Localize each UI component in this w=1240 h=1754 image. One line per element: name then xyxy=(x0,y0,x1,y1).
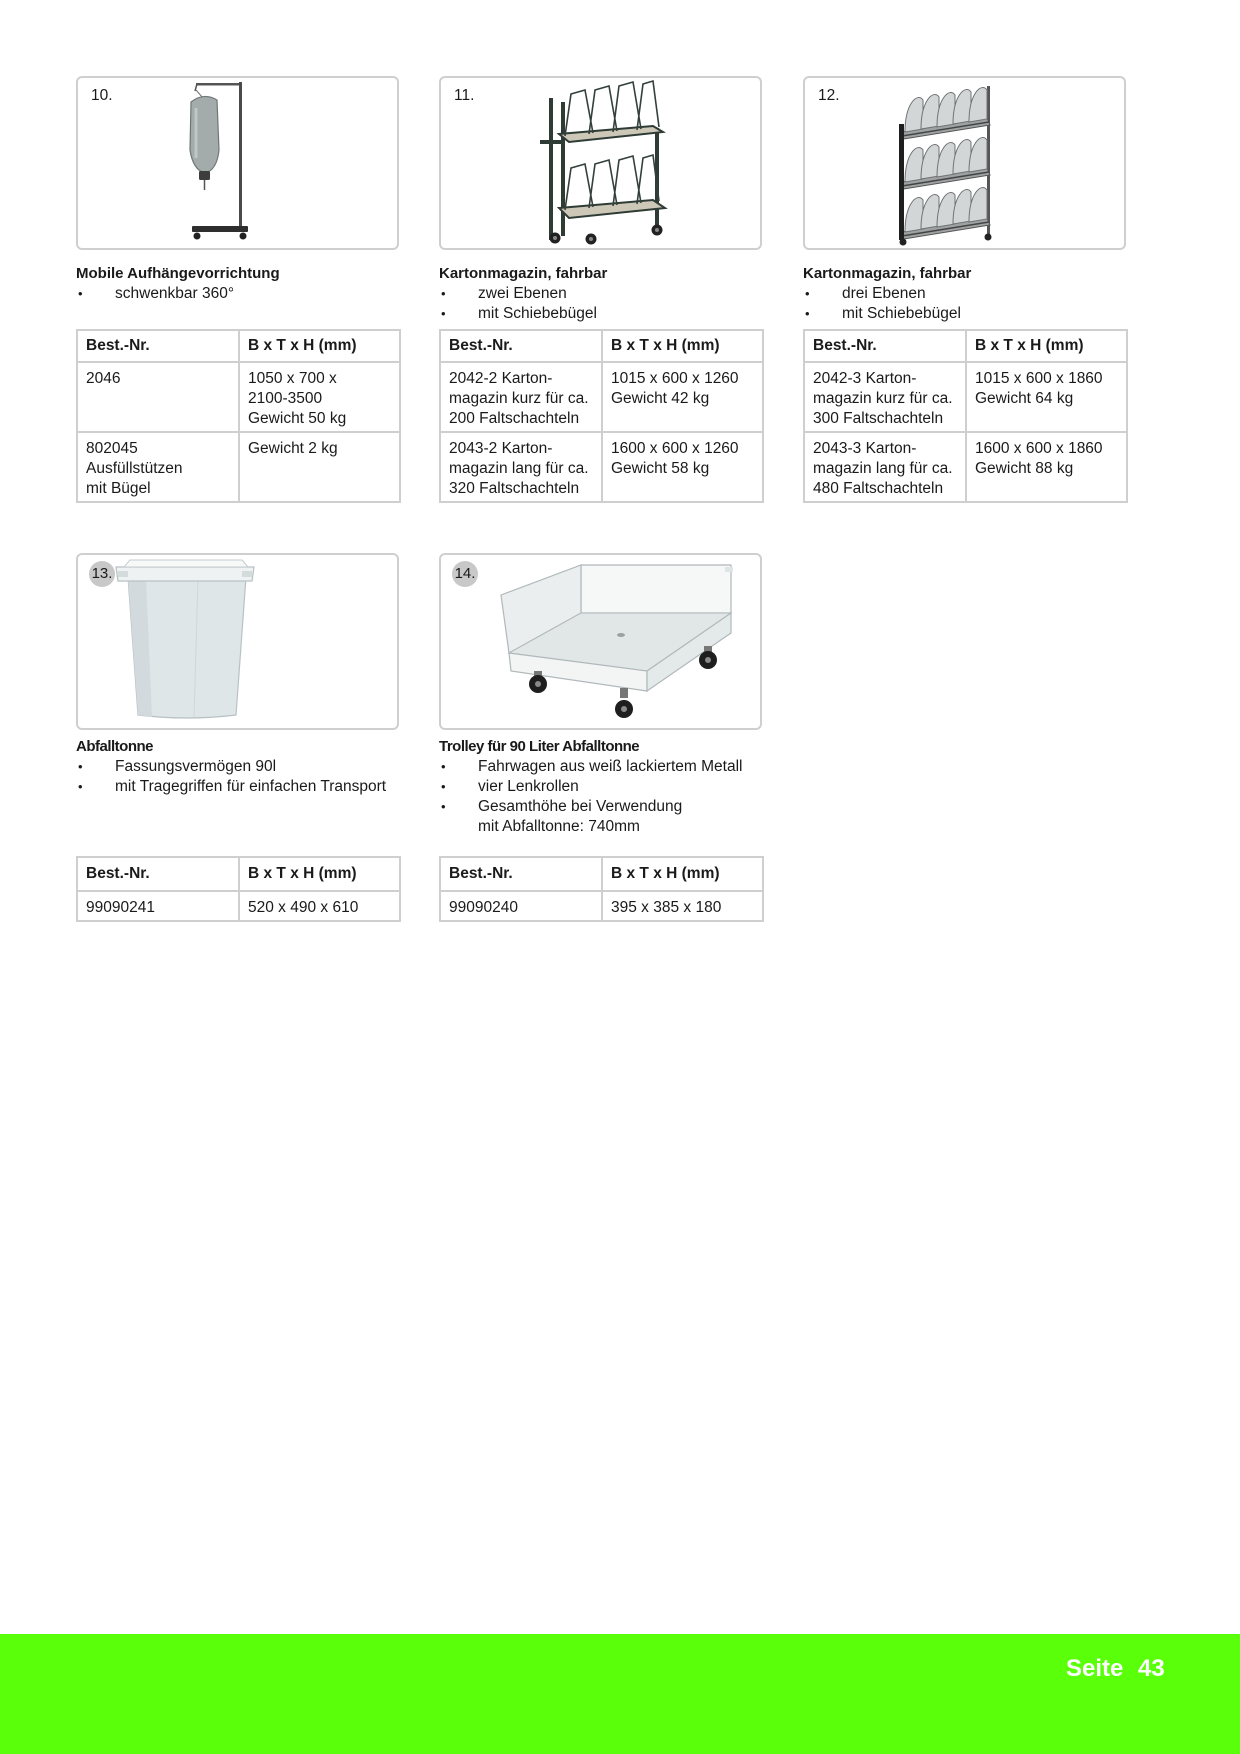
shelf-tier-middle xyxy=(901,138,990,189)
table-row xyxy=(440,891,763,921)
caster-wheel xyxy=(615,688,633,718)
feature-list xyxy=(439,757,742,837)
shelf-tier-top xyxy=(901,88,990,139)
page-footer xyxy=(0,1634,1240,1754)
list-item xyxy=(76,757,386,777)
feature-text: Fassungsvermögen 90l xyxy=(115,758,277,775)
col-header-dimensions: B x T x H (mm) xyxy=(239,857,400,891)
item-number: 10. xyxy=(91,87,113,104)
table-row xyxy=(77,362,400,432)
order-number-cell: 2043-3 Karton- magazin lang für ca. 480 Faltschachteln xyxy=(804,432,966,502)
spec-table xyxy=(803,329,1128,503)
spec-table xyxy=(439,329,764,503)
dimensions-cell: 1015 x 600 x 1860 Gewicht 64 kg xyxy=(966,362,1127,432)
product-title: Abfalltonne xyxy=(76,738,153,755)
table-row xyxy=(77,891,400,921)
feature-list xyxy=(439,284,597,324)
table-header-row xyxy=(77,330,400,362)
table-row xyxy=(440,362,763,432)
col-header-dimensions: B x T x H (mm) xyxy=(602,330,763,362)
product-title: Kartonmagazin, fahrbar xyxy=(439,265,608,282)
order-number-cell: 2042-2 Karton- magazin kurz für ca. 200 Faltschachteln xyxy=(440,362,602,432)
bin-trolley-image xyxy=(441,555,760,725)
feature-text: mit Tragegriffen für einfachen Transport xyxy=(115,778,387,795)
bullet-icon: • xyxy=(441,779,446,794)
dimensions-cell: Gewicht 2 kg xyxy=(239,432,400,502)
waste-bin-image xyxy=(78,555,397,725)
spec-table xyxy=(76,329,401,503)
list-item xyxy=(439,284,597,304)
product-image-card xyxy=(439,553,762,730)
item-number: 13. xyxy=(89,561,115,587)
col-header-order-number: Best.-Nr. xyxy=(804,330,966,362)
table-header-row xyxy=(77,857,400,891)
dimensions-cell: 1600 x 600 x 1260 Gewicht 58 kg xyxy=(602,432,763,502)
product-title: Trolley für 90 Liter Abfalltonne xyxy=(439,738,640,755)
dimensions-cell: 1600 x 600 x 1860 Gewicht 88 kg xyxy=(966,432,1127,502)
bullet-icon: • xyxy=(78,779,83,794)
bullet-icon: • xyxy=(805,286,810,301)
feature-text: mit Schiebebügel xyxy=(478,305,597,322)
table-header-row xyxy=(804,330,1127,362)
order-number-cell: 2043-2 Karton- magazin lang für ca. 320 Faltschachteln xyxy=(440,432,602,502)
page-label: Seite xyxy=(1066,1655,1124,1682)
col-header-order-number: Best.-Nr. xyxy=(77,857,239,891)
feature-text: Fahrwagen aus weiß lackiertem Metall xyxy=(478,758,743,775)
cart-three-level-image xyxy=(805,78,1124,248)
table-header-row xyxy=(440,857,763,891)
bullet-icon: • xyxy=(441,759,446,774)
list-item xyxy=(803,284,961,304)
product-image-card xyxy=(439,76,762,250)
feature-text: mit Schiebebügel xyxy=(842,305,961,322)
col-header-order-number: Best.-Nr. xyxy=(440,857,602,891)
order-number-cell: 2046 xyxy=(77,362,239,432)
order-number-cell: 99090240 xyxy=(440,891,602,921)
feature-text: drei Ebenen xyxy=(842,285,926,302)
product-title: Kartonmagazin, fahrbar xyxy=(803,265,972,282)
list-item xyxy=(76,284,234,304)
list-item xyxy=(439,797,742,837)
list-item xyxy=(439,757,742,777)
item-number: 11. xyxy=(454,87,475,104)
table-row xyxy=(77,432,400,502)
dimensions-cell: 1015 x 600 x 1260 Gewicht 42 kg xyxy=(602,362,763,432)
order-number-cell: 802045 Ausfüllstützen mit Bügel xyxy=(77,432,239,502)
col-header-order-number: Best.-Nr. xyxy=(440,330,602,362)
list-item xyxy=(803,304,961,324)
feature-text: Gesamthöhe bei Verwendung mit Abfalltonne: 740mm xyxy=(478,798,683,835)
col-header-order-number: Best.-Nr. xyxy=(77,330,239,362)
order-number-cell: 99090241 xyxy=(77,891,239,921)
feature-list xyxy=(76,284,234,304)
bullet-icon: • xyxy=(78,286,83,301)
page-number: 43 xyxy=(1138,1655,1165,1682)
product-image-card xyxy=(803,76,1126,250)
bullet-icon: • xyxy=(805,306,810,321)
list-item xyxy=(439,777,742,797)
feature-text: schwenkbar 360° xyxy=(115,285,235,302)
order-number-cell: 2042-3 Karton- magazin kurz für ca. 300 Faltschachteln xyxy=(804,362,966,432)
table-row xyxy=(804,432,1127,502)
spec-table xyxy=(439,856,764,922)
bullet-icon: • xyxy=(441,306,446,321)
product-image-card xyxy=(76,553,399,730)
col-header-dimensions: B x T x H (mm) xyxy=(239,330,400,362)
table-header-row xyxy=(440,330,763,362)
bullet-icon: • xyxy=(441,286,446,301)
product-title: Mobile Aufhängevorrichtung xyxy=(76,265,280,282)
product-image-card xyxy=(76,76,399,250)
feature-text: vier Lenkrollen xyxy=(478,778,579,795)
list-item xyxy=(76,777,386,797)
spec-table xyxy=(76,856,401,922)
col-header-dimensions: B x T x H (mm) xyxy=(602,857,763,891)
iv-stand-image xyxy=(78,78,397,248)
col-header-dimensions: B x T x H (mm) xyxy=(966,330,1127,362)
shelf-tier-bottom xyxy=(901,188,990,239)
feature-list xyxy=(76,757,386,797)
table-row xyxy=(804,362,1127,432)
table-row xyxy=(440,432,763,502)
list-item xyxy=(439,304,597,324)
dimensions-cell: 520 x 490 x 610 xyxy=(239,891,400,921)
dimensions-cell: 395 x 385 x 180 xyxy=(602,891,763,921)
item-number: 12. xyxy=(818,87,840,104)
bullet-icon: • xyxy=(441,799,446,814)
feature-list xyxy=(803,284,961,324)
item-number: 14. xyxy=(452,561,478,587)
dimensions-cell: 1050 x 700 x 2100-3500 Gewicht 50 kg xyxy=(239,362,400,432)
cart-two-level-image xyxy=(441,78,760,248)
feature-text: zwei Ebenen xyxy=(478,285,567,302)
bullet-icon: • xyxy=(78,759,83,774)
